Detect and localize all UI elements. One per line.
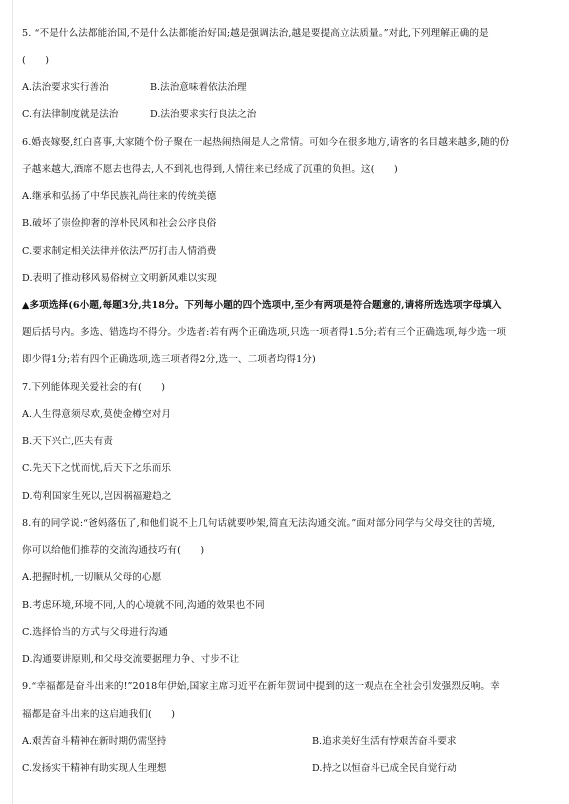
q8-stem-line1: 8.有的同学说:“爸妈落伍了,和他们说不上几句话就要吵架,简直无法沟通交流。”面对部分同学与父母交往的苦境,: [22, 518, 496, 529]
q5-stem-line2: ( ): [22, 55, 50, 66]
q9-option-a: A.艰苦奋斗精神在新时期仍需坚持: [22, 736, 167, 747]
q8-option-d: D.沟通要讲原则,和父母交流要据理力争、寸步不让: [22, 654, 240, 665]
q5-stem-line1: 5. “不是什么法都能治国,不是什么法都能治好国;越是强调法治,越是要提高立法质量。”对此,下列理解正确的是: [22, 28, 489, 39]
page-edge-line: [12, 0, 13, 804]
q8-option-a: A.把握时机,一切顺从父母的心愿: [22, 572, 162, 583]
q6-option-c: C.要求制定相关法律并依法严厉打击人情消费: [22, 246, 217, 257]
q7-option-b: B.天下兴亡,匹夫有责: [22, 436, 113, 447]
q9-stem-line2: 福都是奋斗出来的这启迪我们( ): [22, 709, 176, 720]
q5-option-a: A.法治要求实行善治: [22, 82, 109, 93]
q5-options-row2: [22, 108, 547, 122]
q9-option-b: B.追求美好生活有悖艰苦奋斗要求: [312, 736, 457, 747]
q8-stem-line2: 你可以给他们推荐的交流沟通技巧有( ): [22, 545, 205, 556]
q7-option-a: A.人生得意须尽欢,莫使金樽空对月: [22, 409, 172, 420]
q5-option-d: D.法治要求实行良法之治: [150, 109, 257, 120]
q9-options-row2: [22, 762, 547, 776]
q5-option-b: B.法治意味着依法治理: [150, 82, 247, 93]
q7-option-d: D.苟利国家生死以,岂因祸福避趋之: [22, 491, 172, 502]
q5-options-row1: [22, 81, 547, 95]
q9-option-d: D.持之以恒奋斗已成全民自觉行动: [312, 763, 457, 774]
q6-stem-line2: 子越来越大,酒席不愿去也得去,人不到礼也得到,人情往来已经成了沉重的负担。这( ): [22, 164, 398, 175]
q6-option-a: A.继承和弘扬了中华民族礼尚往来的传统美德: [22, 191, 217, 202]
q6-stem-line1: 6.婚丧嫁娶,红白喜事,大家随个份子聚在一起热闹热闹是人之常情。可如今在很多地方,请客的名目越来越多,随的份: [22, 137, 510, 148]
q6-option-d: D.表明了推动移风易俗树立文明新风难以实现: [22, 273, 217, 284]
q9-option-c: C.发扬实干精神有助实现人生理想: [22, 763, 167, 774]
q9-stem-line1: 9.“幸福都是奋斗出来的!”2018年伊始,国家主席习近平在新年贺词中提到的这一观点在全社会引发强烈反响。幸: [22, 681, 500, 692]
q6-option-b: B.破坏了崇俭抑奢的淳朴民风和社会公序良俗: [22, 218, 217, 229]
section-header-line3: 即少得1分;若有四个正确选项,选三项者得2分,选一、二项者均得1分): [22, 354, 316, 365]
q9-options-row1: [22, 735, 547, 749]
section-header-line1: ▲多项选择(6小题,每题3分,共18分。下列每小题的四个选项中,至少有两项是符合题意的,请将所选选项字母填入: [22, 300, 502, 311]
section-header-line2: 题后括号内。多选、错选均不得分。少选者:若有两个正确选项,只选一项者得1.5分;若有三个正确选项,每少选一项: [22, 327, 507, 338]
q8-option-c: C.选择恰当的方式与父母进行沟通: [22, 627, 168, 638]
q7-stem: 7.下列能体现关爱社会的有( ): [22, 382, 166, 393]
q8-option-b: B.考虑环境,环境不同,人的心境就不同,沟通的效果也不同: [22, 600, 265, 611]
q5-option-c: C.有法律制度就是法治: [22, 109, 119, 120]
q7-option-c: C.先天下之忧而忧,后天下之乐而乐: [22, 463, 172, 474]
